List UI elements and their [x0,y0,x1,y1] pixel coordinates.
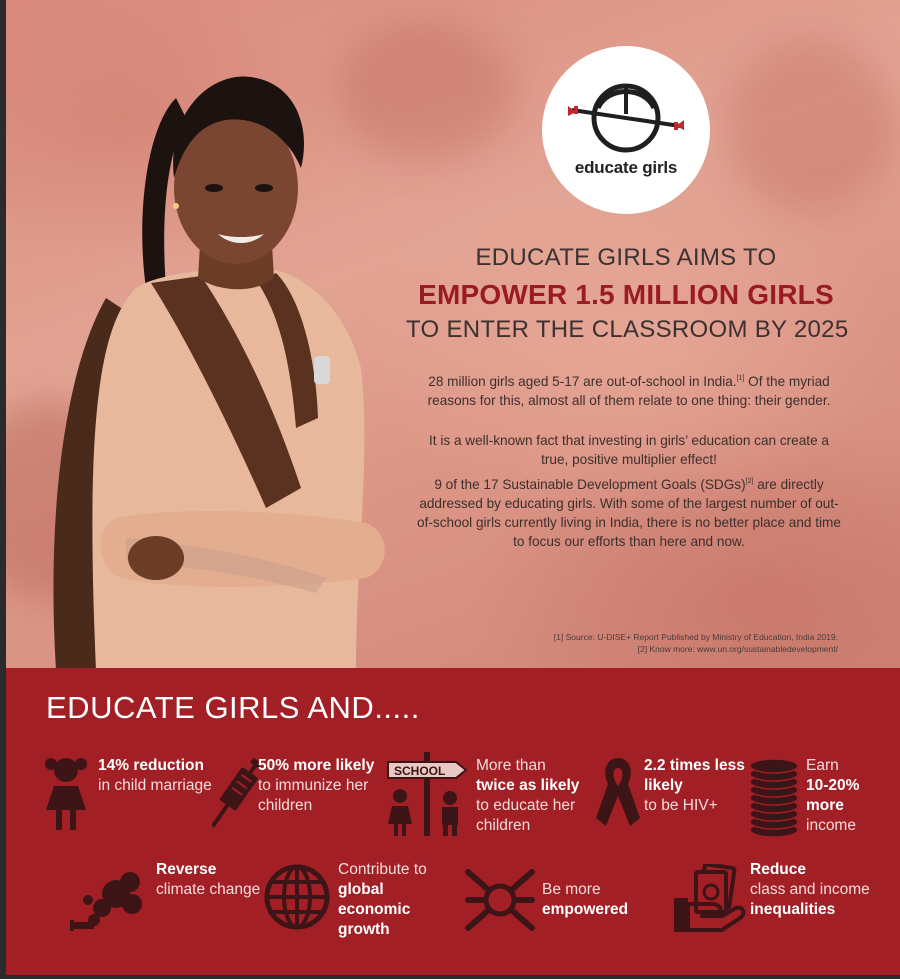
stat-economic-growth: Contribute to global economic growth [338,861,427,938]
stat-immunize: 50% more likely to immunize her children [258,757,375,814]
footnote-1: [1] Source: U-DISE+ Report Published by Ministry of Education, India 2019. [553,632,838,642]
footnote-ref-1: [1] [736,375,745,382]
body-paragraph-2: It is a well-known fact that investing in girls’ education can create a true, positive multiplier effect! [429,433,829,467]
student-girl-illustration [26,38,406,668]
girl-icon [42,752,90,832]
footnotes [554,631,838,655]
headline-line-1: EDUCATE GIRLS AIMS TO [475,244,777,271]
educate-girls-logo [542,46,710,214]
money-hand-icon [672,864,746,936]
pollution-cloud-icon [66,864,150,936]
body-paragraph-1: 28 million girls aged 5-17 are out-of-school in India.[1] Of the myriad reasons for this, almost all of them relate to one thing: their gender. [427,374,831,408]
awareness-ribbon-icon [594,754,642,828]
stat-empowered: Be more empowered [542,881,629,918]
infographic-page [6,0,900,975]
school-sign-label: SCHOOL [394,764,446,778]
stat-educate-children: More than twice as likely to educate her children [476,757,580,834]
footnote-ref-2: [2] [745,478,754,485]
syringe-icon [212,750,260,836]
stat-inequalities: Reduce class and income inequalities [750,861,870,918]
hero-photo-section [6,0,900,668]
coins-icon [746,754,802,840]
logo-wordmark: educate girls [574,158,678,177]
stat-climate: Reverse climate change [156,861,261,898]
globe-icon [264,864,330,930]
headline-line-2: EMPOWER 1.5 MILLION GIRLS [418,279,834,310]
body-paragraph-3: 9 of the 17 Sustainable Development Goals (SDGs)[2] are directly addressed by educating girls. With some of the largest number of out-of-school girls currently living in India, there is no better place and time to focus our efforts than here and now. [417,477,841,549]
stat-child-marriage: 14% reduction in child marriage [98,757,212,794]
stat-hiv: 2.2 times less likely to be HIV+ [644,757,745,814]
benefits-band [6,668,900,975]
footnote-2: [2] Know more: www.un.org/sustainabledevelopment/ [637,644,838,654]
benefits-title: EDUCATE GIRLS AND..... [46,690,420,725]
stat-income: Earn 10-20% more income [806,757,860,834]
girl-face-logo-icon [564,80,688,156]
school-sign-icon [386,752,470,838]
headline-line-3: TO ENTER THE CLASSROOM BY 2025 [406,316,849,343]
joined-hands-icon [462,862,538,938]
